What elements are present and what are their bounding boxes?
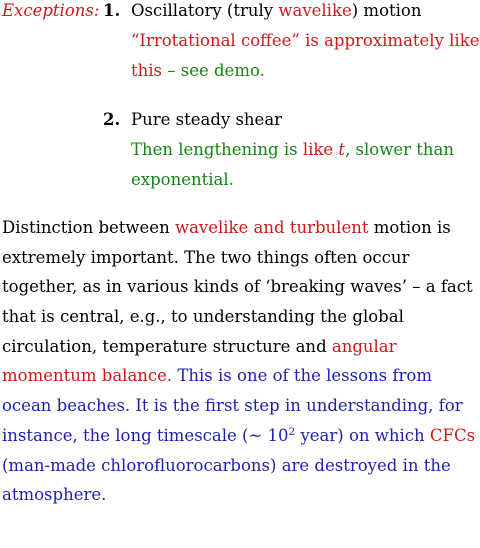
paragraph-line: momentum balance. This is one of the lessons from — [2, 366, 432, 386]
distinction-paragraph — [2, 216, 478, 513]
item-body — [131, 0, 480, 90]
highlight-cfcs: CFCs — [429, 425, 476, 445]
paragraph-line: together, as in various kinds of ‘breaking waves’ – a fact — [2, 277, 473, 297]
paragraph-line: extremely important. The two things often occur — [2, 247, 410, 267]
paragraph-line: instance, the long timescale (~ $10^2$ year) on which CFCs — [2, 425, 476, 445]
paragraph-line: Distinction between wavelike and turbulent motion is — [2, 218, 451, 237]
item-body — [131, 109, 477, 199]
item-note-line: “Irrotational coffee” is approximately like — [131, 31, 480, 50]
highlight-wavelike-turbulent: wavelike and turbulent — [174, 218, 369, 237]
item-number: 1. — [103, 1, 121, 20]
item-note-line: exponential. — [131, 170, 234, 189]
item-title: Oscillatory (truly wavelike) motion — [131, 1, 422, 20]
paragraph-line: ocean beaches. It is the first step in understanding, for — [2, 396, 463, 416]
paragraph-line: (man-made chlorofluorocarbons) are destroyed in the — [2, 455, 451, 475]
item-note-line: this – see demo. — [131, 61, 265, 80]
paragraph-line: circulation, temperature structure and angular — [2, 336, 397, 356]
paragraph-line: that is central, e.g., to understanding the global — [2, 307, 404, 327]
item-number: 2. — [103, 110, 121, 129]
item-note-line: Then lengthening is like t, slower than — [131, 140, 454, 159]
exceptions-label: Exceptions: — [2, 1, 100, 20]
highlight-wavelike: wavelike — [278, 1, 352, 20]
item-title: Pure steady shear — [131, 110, 283, 129]
paragraph-line: atmosphere. — [2, 485, 107, 505]
